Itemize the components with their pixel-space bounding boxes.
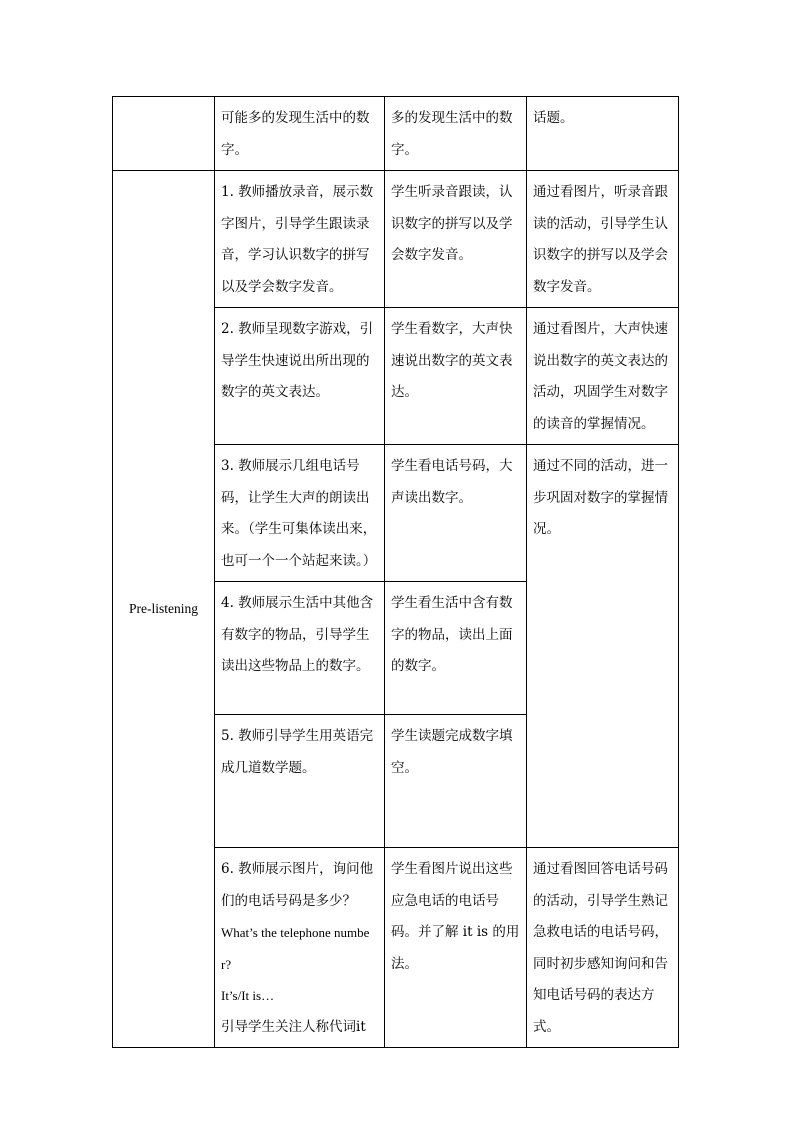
teacher-activity-cell (215, 848, 385, 1048)
student-activity-cell: 学生看电话号码，大声读出数字。 (385, 445, 527, 582)
table-row (113, 171, 679, 308)
table-row (113, 97, 679, 171)
lesson-plan-table (112, 96, 679, 1048)
student-activity-cell: 学生看生活中含有数字的物品，读出上面的数字。 (385, 582, 527, 715)
teacher-activity-line: 引导学生关注人称代词it (221, 1018, 366, 1035)
teacher-activity-line: It’s/It is… (221, 988, 275, 1003)
teacher-activity-cell: 2. 教师呈现数字游戏，引导学生快速说出所出现的数字的英文表达。 (215, 308, 385, 445)
teacher-activity-cell: 3. 教师展示几组电话号码，让学生大声的朗读出来。（学生可集体读出来，也可一个一个站起来读。） (215, 445, 385, 582)
stage-label: Pre-listening (113, 171, 215, 1048)
student-activity-cell: 学生读题完成数字填空。 (385, 715, 527, 848)
design-purpose-cell: 话题。 (527, 97, 679, 171)
teacher-activity-line: What’s the telephone number? (221, 925, 370, 972)
teacher-activity-cell: 4. 教师展示生活中其他含有数字的物品，引导学生读出这些物品上的数字。 (215, 582, 385, 715)
student-activity-cell: 学生听录音跟读，认识数字的拼写以及学会数字发音。 (385, 171, 527, 308)
student-activity-cell: 学生看数字，大声快速说出数字的英文表达。 (385, 308, 527, 445)
design-purpose-cell: 通过看图片，听录音跟读的活动，引导学生认识数字的拼写以及学会数字发音。 (527, 171, 679, 308)
teacher-activity-cell: 5. 教师引导学生用英语完成几道数学题。 (215, 715, 385, 848)
teacher-activity-line: 6. 教师展示图片，询问他们的电话号码是多少？ (221, 861, 374, 909)
design-purpose-cell: 通过看图片，大声快速说出数字的英文表达的活动，巩固学生对数字的读音的掌握情况。 (527, 308, 679, 445)
stage-cell (113, 97, 215, 171)
design-purpose-cell: 通过看图回答电话号码的活动，引导学生熟记急救电话的电话号码，同时初步感知询问和告知电话号码的表达方式。 (527, 848, 679, 1048)
design-purpose-cell: 通过不同的活动，进一步巩固对数字的掌握情况。 (527, 445, 679, 848)
teacher-activity-cell: 可能多的发现生活中的数字。 (215, 97, 385, 171)
teacher-activity-cell: 1. 教师播放录音，展示数字图片，引导学生跟读录音，学习认识数字的拼写以及学会数字发音。 (215, 171, 385, 308)
student-activity-cell: 多的发现生活中的数字。 (385, 97, 527, 171)
student-activity-cell: 学生看图片说出这些应急电话的电话号码。并了解 it is 的用法。 (385, 848, 527, 1048)
